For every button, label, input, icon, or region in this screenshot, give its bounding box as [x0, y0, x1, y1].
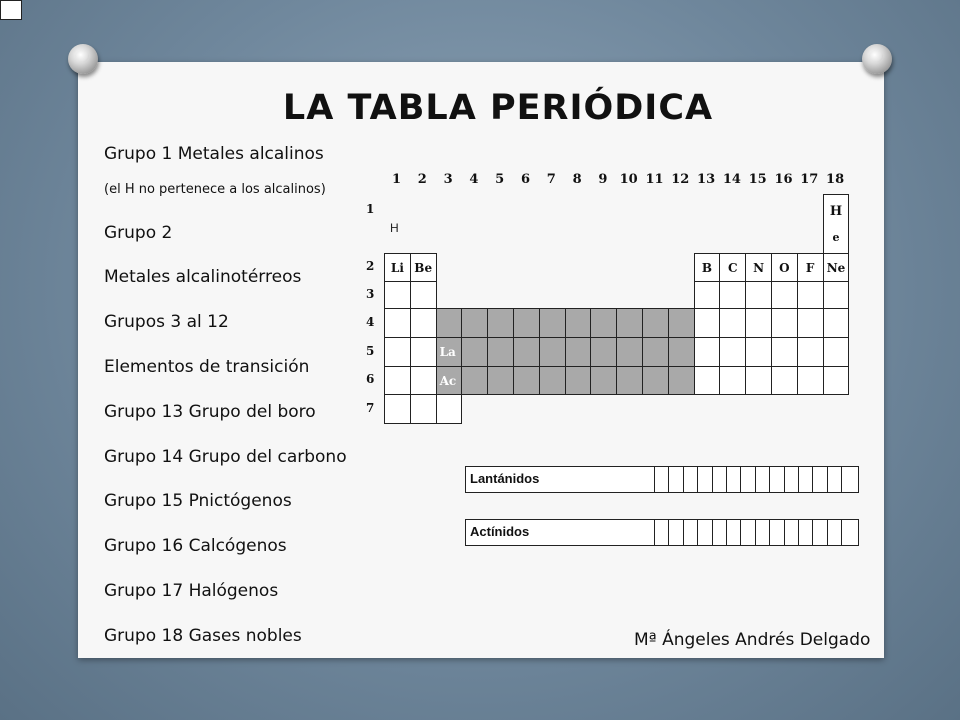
series-cell [769, 520, 783, 545]
element-cell [642, 337, 669, 367]
group-13-label: Grupo 13 Grupo del boro [104, 402, 316, 422]
element-cell [616, 366, 643, 395]
series-cell [712, 467, 726, 492]
element-cell [823, 366, 850, 395]
element-cell [565, 308, 592, 338]
element-cell [461, 366, 488, 395]
series-cell [798, 467, 812, 492]
element-cell [384, 366, 411, 395]
period-number: 2 [366, 259, 375, 273]
actinides-label: Actínidos [470, 524, 530, 539]
period-number: 3 [366, 286, 375, 301]
element-cell [797, 366, 824, 395]
series-cell [812, 467, 826, 492]
element-cell [384, 394, 411, 424]
series-cell [784, 467, 798, 492]
series-cell [712, 520, 726, 545]
element-cell [487, 337, 514, 367]
series-cell [668, 520, 682, 545]
column-number: 10 [619, 172, 638, 187]
element-cell-ne: Ne [823, 253, 850, 282]
element-cell [823, 337, 850, 367]
element-cell [410, 366, 437, 395]
series-cell [740, 467, 754, 492]
element-cell-li: Li [384, 253, 411, 282]
series-cell [841, 520, 855, 545]
group-14-label: Grupo 14 Grupo del carbono [104, 447, 347, 467]
series-cell [654, 467, 668, 492]
series-cell [654, 520, 668, 545]
element-cell [410, 394, 437, 424]
element-cell-o: O [771, 253, 798, 282]
element-cell [513, 308, 540, 338]
element-cell [719, 308, 746, 338]
column-number: 8 [572, 172, 582, 187]
element-symbol: H [829, 204, 843, 219]
series-cell [726, 467, 740, 492]
column-number: 11 [645, 172, 664, 187]
element-cell [797, 281, 824, 309]
element-cell [539, 337, 566, 367]
element-cell [384, 308, 411, 338]
period-number: 1 [366, 202, 375, 216]
column-number: 15 [748, 172, 767, 187]
column-number: 18 [826, 172, 845, 187]
column-number: 17 [800, 172, 819, 187]
element-cell [797, 308, 824, 338]
group-16-label: Grupo 16 Calcógenos [104, 536, 287, 556]
series-cell [683, 520, 697, 545]
group-3-12-label: Grupos 3 al 12 [104, 312, 229, 332]
element-cell [616, 337, 643, 367]
column-number: 6 [520, 172, 531, 187]
series-cell [812, 520, 826, 545]
element-cell-be: Be [410, 253, 437, 282]
element-cell [565, 366, 592, 395]
series-cell [755, 520, 769, 545]
element-cell [461, 337, 488, 367]
element-cell [745, 281, 772, 309]
column-number: 12 [671, 172, 690, 187]
pushpin-icon [862, 44, 892, 74]
element-cell [616, 308, 643, 338]
group-2-name: Metales alcalinotérreos [104, 267, 302, 287]
group-15-label: Grupo 15 Pnictógenos [104, 491, 292, 511]
group-18-label: Grupo 18 Gases nobles [104, 626, 302, 646]
element-cell [384, 281, 411, 309]
element-cell [719, 337, 746, 367]
element-cell [719, 366, 746, 395]
series-cell [668, 467, 682, 492]
element-cell [771, 366, 798, 395]
series-cell [726, 520, 740, 545]
element-cell [590, 308, 617, 338]
column-number: 1 [391, 172, 402, 187]
element-cell [436, 394, 463, 424]
corner-box [0, 0, 22, 20]
element-cell [719, 281, 746, 309]
column-number: 13 [697, 172, 716, 187]
element-cell [487, 308, 514, 338]
page-title: LA TABLA PERIÓDICA [282, 88, 714, 128]
element-cell [797, 337, 824, 367]
series-cell [755, 467, 769, 492]
element-cell [745, 308, 772, 338]
element-cell [590, 337, 617, 367]
element-cell [823, 281, 850, 309]
element-symbol-h: H [390, 221, 399, 235]
column-number: 9 [598, 172, 608, 187]
element-cell [771, 337, 798, 367]
lanthanides-row [465, 466, 859, 493]
element-cell-f: F [797, 253, 824, 282]
period-number: 4 [366, 314, 375, 329]
element-cell [745, 337, 772, 367]
element-cell [771, 308, 798, 338]
element-cell [745, 366, 772, 395]
series-cell [798, 520, 812, 545]
series-cell [697, 520, 711, 545]
element-cell [590, 366, 617, 395]
series-cell [769, 467, 783, 492]
element-cell [565, 337, 592, 367]
column-number: 14 [722, 172, 741, 187]
element-cell [513, 337, 540, 367]
series-cell [784, 520, 798, 545]
element-cell [410, 281, 437, 309]
element-cell [823, 308, 850, 338]
series-cell [827, 520, 841, 545]
element-cell [487, 366, 514, 395]
element-cell-he [823, 194, 850, 254]
column-number: 5 [495, 172, 505, 187]
element-cell [668, 337, 695, 367]
element-cell-c: C [719, 253, 746, 282]
element-cell [694, 281, 721, 309]
element-cell [436, 308, 463, 338]
column-number: 3 [443, 172, 453, 187]
element-cell-b: B [694, 253, 721, 282]
group-1-label: Grupo 1 Metales alcalinos [104, 144, 324, 164]
actinides-row [465, 519, 859, 546]
column-number: 4 [469, 172, 479, 187]
column-number: 2 [417, 172, 427, 187]
element-cell [694, 308, 721, 338]
author-signature: Mª Ángeles Andrés Delgado [634, 630, 871, 650]
period-number: 7 [366, 400, 375, 415]
period-number: 5 [366, 343, 375, 358]
element-cell [539, 308, 566, 338]
element-cell [771, 281, 798, 309]
pushpin-icon [68, 44, 98, 74]
series-cell [827, 467, 841, 492]
element-cell-ac: Ac [436, 366, 463, 395]
column-number: 7 [546, 172, 556, 187]
element-cell [694, 337, 721, 367]
element-cell [642, 308, 669, 338]
series-cell [683, 467, 697, 492]
period-number: 6 [366, 372, 375, 386]
element-cell-la: La [436, 337, 463, 367]
element-cell [668, 308, 695, 338]
series-cell [697, 467, 711, 492]
group-17-label: Grupo 17 Halógenos [104, 581, 279, 601]
element-cell [668, 366, 695, 395]
element-cell [642, 366, 669, 395]
element-cell-n: N [745, 253, 772, 282]
group-2-label: Grupo 2 [104, 223, 173, 243]
series-cell [740, 520, 754, 545]
lanthanides-label: Lantánidos [470, 471, 540, 486]
column-number: 16 [774, 172, 793, 187]
element-cell [694, 366, 721, 395]
element-cell [513, 366, 540, 395]
element-cell [384, 337, 411, 367]
element-cell [461, 308, 488, 338]
transition-label: Elementos de transición [104, 357, 310, 377]
element-cell [410, 337, 437, 367]
element-cell [539, 366, 566, 395]
series-cell [841, 467, 855, 492]
element-cell [410, 308, 437, 338]
element-symbol: e [832, 231, 840, 244]
group-1-note: (el H no pertenece a los alcalinos) [104, 182, 326, 197]
